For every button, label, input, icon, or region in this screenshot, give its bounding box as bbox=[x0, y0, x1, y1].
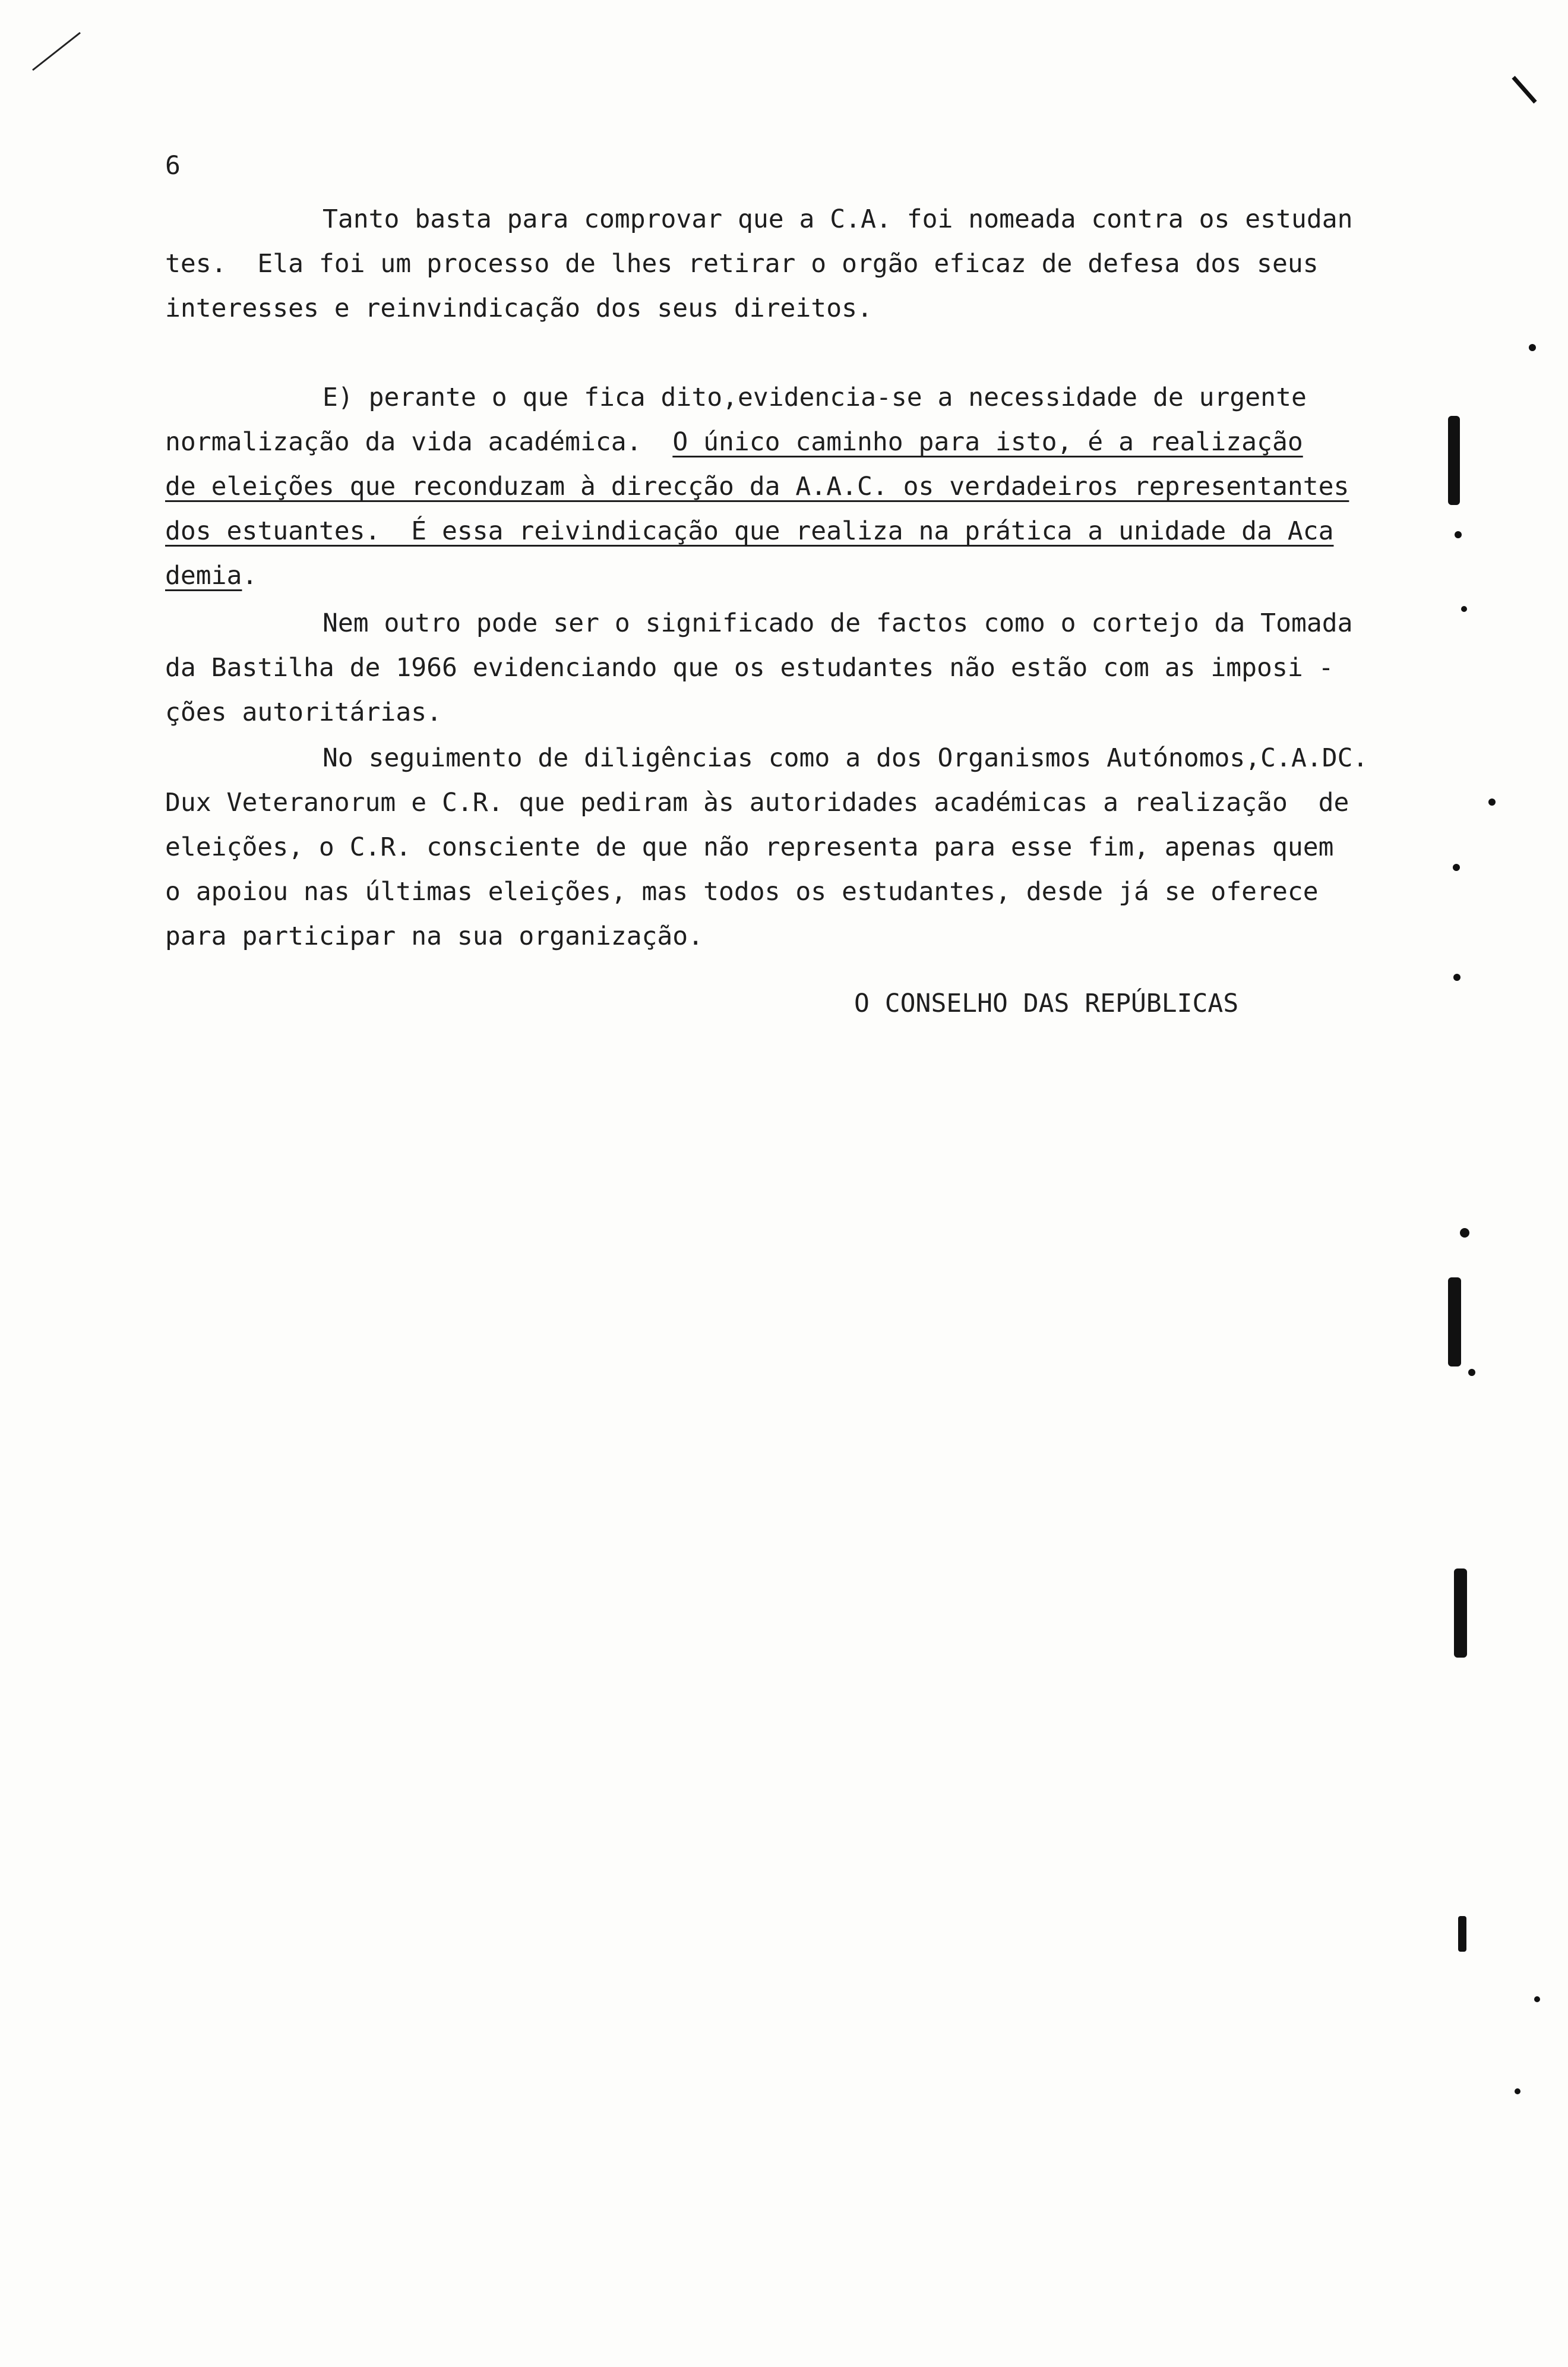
text-segment: . bbox=[242, 561, 258, 591]
pen-stroke-mark bbox=[33, 33, 80, 70]
edge-mark bbox=[1458, 1916, 1466, 1952]
text-segment: o apoiou nas últimas eleições, mas todos os estudantes, desde já se oferece bbox=[165, 877, 1319, 907]
page-number: 6 bbox=[165, 151, 181, 181]
text-segment: para participar na sua organização. bbox=[165, 921, 704, 951]
speck bbox=[1529, 344, 1536, 351]
underlined-text: O único caminho para isto, é a realização bbox=[672, 427, 1303, 457]
speck bbox=[1453, 864, 1460, 871]
text-segment: ções autoritárias. bbox=[165, 698, 442, 727]
edge-mark bbox=[1448, 1277, 1461, 1366]
speck bbox=[1468, 1369, 1475, 1376]
speck bbox=[1460, 1228, 1469, 1238]
speck bbox=[1488, 799, 1496, 806]
text-segment: Tanto basta para comprovar que a C.A. foi nomeada contra os estudan bbox=[323, 204, 1353, 234]
text-segment: tes. Ela foi um processo de lhes retirar o orgão eficaz de defesa dos seus bbox=[165, 249, 1319, 279]
text-segment: da Bastilha de 1966 evidenciando que os estudantes não estão com as imposi - bbox=[165, 653, 1334, 683]
text-segment: Nem outro pode ser o significado de factos como o cortejo da Tomada bbox=[323, 608, 1353, 638]
speck bbox=[1461, 606, 1467, 612]
text-segment: interesses e reinvindicação dos seus direitos. bbox=[165, 293, 872, 323]
text-segment: E) perante o que fica dito,evidencia-se a necessidade de urgente bbox=[323, 383, 1307, 412]
text-segment: eleições, o C.R. consciente de que não representa para esse fim, apenas quem bbox=[165, 832, 1334, 862]
text-segment: normalização da vida académica. bbox=[165, 427, 673, 457]
edge-mark bbox=[1513, 77, 1535, 102]
underlined-text: dos estuantes. É essa reivindicação que realiza na prática a unidade da Aca bbox=[165, 516, 1334, 546]
signature: O CONSELHO DAS REPÚBLICAS bbox=[854, 989, 1239, 1018]
speck bbox=[1515, 2088, 1520, 2094]
speck bbox=[1455, 531, 1462, 538]
speck bbox=[1453, 974, 1460, 981]
text-segment: Dux Veteranorum e C.R. que pediram às autoridades académicas a realização de bbox=[165, 788, 1349, 818]
edge-mark bbox=[1448, 416, 1460, 505]
underlined-text: de eleições que reconduzam à direcção da A.A.C. os verdadeiros representantes bbox=[165, 472, 1349, 501]
speck bbox=[1534, 1996, 1540, 2002]
text-segment: No seguimento de diligências como a dos Organismos Autónomos,C.A.DC. bbox=[323, 743, 1368, 773]
edge-mark bbox=[1454, 1568, 1467, 1658]
underlined-text: demia bbox=[165, 561, 242, 591]
